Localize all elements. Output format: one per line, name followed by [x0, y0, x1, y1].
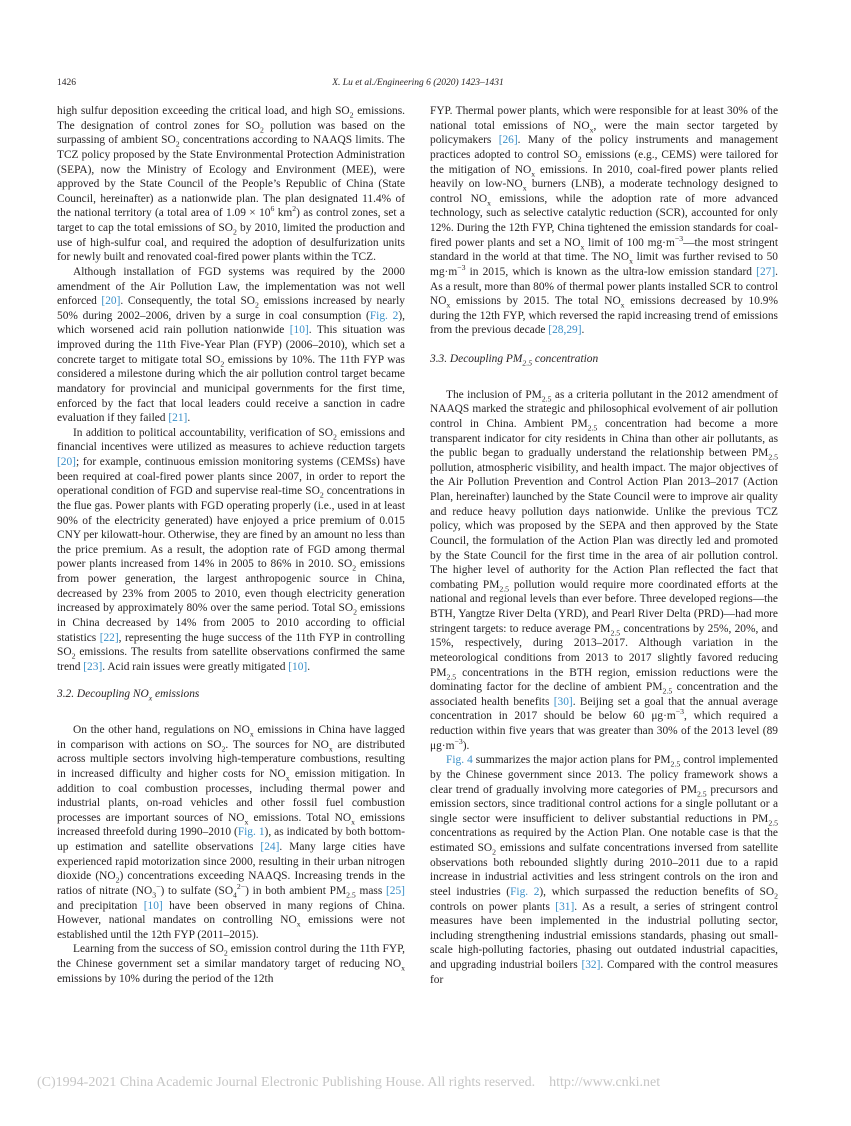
footer-url[interactable]: http://www.cnki.net — [549, 1075, 661, 1090]
citation-link[interactable]: [22] — [99, 631, 119, 644]
figure-link[interactable]: Fig. 4 — [446, 754, 473, 767]
figure-link[interactable]: Fig. 2 — [510, 885, 540, 898]
left-column — [57, 104, 405, 986]
citation-link[interactable]: [28,29] — [548, 324, 582, 337]
paragraph: On the other hand, regulations on $NO_x$ emissions in China have lagged in comparison with actions on $SO_2$. The sources for $NO_x$ are distributed across multiple sectors involving high-temperature combustions, resulting in increased difficulty and higher costs for $NO_x$ emission mitigation. In addition to coal combustion processes, including thermal power and industrial plants, on-road vehicles and other fossil fuel combustion processes are important sources of $NO_x$ emissions. Total $NO_x$ emissions increased threefold during 1990–2010 (Fig. 1), as indicated by both bottom-up estimation and satellite observations [24]. Many large cities have experienced rapid motorization since 2000, resulting in their urban nitrogen dioxide $(NO_2)$ concentrations exceeding NAAQS. Increasing trends in the ratios of nitrate $(NO_3^-)$ to sulfate $(SO_4^{2-})$ in both ambient $PM_{2.5}$ mass [25] and precipitation [10] have been observed in many regions of China. However, national mandates on controlling $NO_x$ emissions were not established until the 12th FYP (2011–2015). — [57, 724, 405, 941]
paragraph: Fig. 4 summarizes the major action plans for $PM_{2.5}$ control implemented by the Chinese government since 2013. The policy framework shows a clear trend of gradually involving more categories of $PM_{2.5}$ precursors and emission sectors, since traditional control actions for a single pollutant or a single sector were insufficient to deliver substantial reductions in $PM_{2.5}$ concentrations as required by the Action Plan. One notable case is that the estimated $SO_2$ emissions and sulfate concentrations inversed from satellite observations both rebounded slightly during 2010–2011 due to a rapid increase in industrial activities and less stringent controls on the iron and steel industries (Fig. 2), which surpassed the reduction benefits of $SO_2$ controls on power plants [31]. As a result, a series of stringent control measures have been implemented in the industrial polluting sector, including strengthening industrial emissions standards, phasing out small-scale high-polluting factories, phasing out outdated industrial capacities, and upgrading industrial boilers [32]. Compared with the control measures for — [430, 754, 779, 986]
citation-link[interactable]: [24] — [260, 841, 280, 853]
page-number: 1426 — [57, 78, 76, 88]
journal-citation: X. Lu et al./Engineering 6 (2020) 1423–1431 — [332, 78, 504, 88]
paragraph: In addition to political accountability, verification of $SO_2$ emissions and financial incentives were utilized as measures to achieve reduction targets [20]; for example, continuous emission monitoring systems (CEMSs) have been required at coal-fired power plants since 2007, in order to report the operational condition of FGD and supervise real-time $SO_2$ concentrations in the flue gas. Power plants with FGD operating properly (i.e., used in at least 90% of the electricity generated) have enjoyed a price premium of 0.015 CNY per kilowatt-hour. Otherwise, they are fined by an amount no less than the price premium. As a result, the adoption rate of FGD among thermal power plants increased from 14% in 2005 to 86% in 2010. $SO_2$ emissions from power generation, the largest anthropogenic source in China, decreased by 23% from 2005 to 2010, even though electricity generation increased by approximately 80% over the same period. Total $SO_2$ emissions in China decreased by 14% from 2005 to 2010 according to official statistics [22], representing the huge success of the 11th FYP in controlling $SO_2$ emissions. The results from satellite observations confirmed the same trend [23]. Acid rain issues were greatly mitigated [10]. — [57, 426, 406, 673]
citation-link[interactable]: [31] — [555, 900, 575, 913]
citation-link[interactable]: [21] — [168, 412, 188, 425]
citation-link[interactable]: [30] — [553, 695, 573, 708]
citation-link[interactable]: [26] — [498, 134, 518, 147]
citation-link[interactable]: [32] — [581, 959, 601, 971]
section-heading-3-2: 3.2. Decoupling $NO_x$ emissions — [57, 688, 200, 703]
copyright-text: (C)1994-2021 China Academic Journal Electronic Publishing House. All rights reserved. — [37, 1075, 536, 1090]
paragraph: The inclusion of $PM_{2.5}$ as a criteria pollutant in the 2012 amendment of NAAQS marked the strategic and philosophical evolvement of air pollution control in China. Ambient $PM_{2.5}$ concentration had become a more transparent indicator for city residents in China than other air pollutants, as the public began to gradually understand the relationship between $PM_{2.5}$ pollution, atmospheric visibility, and health impact. The major objectives of the Air Pollution Prevention and Control Action Plan 2013–2017 (Action Plan, hereinafter) launched by the State Council were to improve air quality and reduce heavy pollution days nationwide. Unlike the previous TCZ policy, which was proposed by the SEPA and then approved by the State Council, the formulation of the Action Plan was directly led and promoted by the State Council for the first time in the area of air pollution control. The higher level of authority for the Action Plan reflected the fact that combating $PM_{2.5}$ pollution would require more coordinated efforts at the national and regional levels than ever before. Three developed regions—the BTH, Yangtze River Delta (YRD), and Pearl River Delta (PRD)—had more stringent targets: to reduce average $PM_{2.5}$ concentrations by 25%, 20%, and 15%, respectively, during 2013–2017. Although variation in the meteorological conditions from 2013 to 2017 slightly favored reducing $PM_{2.5}$ concentrations in the BTH region, emission reductions were the dominating factor for the decline of ambient $PM_{2.5}$ concentration and the associated health benefits [30]. Beijing set a goal that the annual average concentration in 2017 should be below 60 $\mu g\cdot m^{-3}$, which required a reduction within five years that was greater than 30% of the 2013 level (89 $\mu g\cdot m^{-3}$). — [430, 388, 779, 752]
citation-link[interactable]: [10] — [288, 660, 308, 673]
citation-link[interactable]: [25] — [386, 884, 405, 897]
paragraph: Although installation of FGD systems was required by the 2000 amendment of the Air Pollution Law, the implementation was not well enforced [20]. Consequently, the total $SO_2$ emissions increased by nearly 50% during 2002–2006, driven by a surge in coal consumption (Fig. 2), which worsened acid rain pollution nationwide [10]. This situation was improved during the 11th Five-Year Plan (FYP) (2006–2010), which set a concrete target to mitigate total $SO_2$ emissions by 10%. The 11th FYP was considered a milestone during which the air pollution control target became mandatory for provincial and municipal governments for the first time, enforced by the fact that local leaders could receive a sanction in cadre evaluation if they failed [21]. — [57, 265, 406, 425]
paragraph: high sulfur deposition exceeding the critical load, and high $SO_2$ emissions. The designation of control zones for $SO_2$ pollution was based on the surpassing of ambient $SO_2$ concentrations according to NAAQS limits. The TCZ policy proposed by the State Environmental Protection Administration (SEPA), now the Ministry of Ecology and Environment (MEE), were approved by the State Council of the People’s Republic of China (State Council, hereinafter) as a nationwide plan. The plan designated 11.4% of the national territory (a total area of $1.09 \times 10^6$ $km^2$) as control zones, set a target to cap the total emissions of $SO_2$ by 2010, limited the production and use of high-sulfur coal, and required the adoption of desulfurization units for newly built and renovated coal-fired power plants within the TCZ. — [57, 105, 406, 264]
paragraph: FYP. Thermal power plants, which were responsible for at least 30% of the national total emissions of $NO_x$, were the main sector targeted by policymakers [26]. Many of the policy instruments and management practices adopted to control $SO_2$ emissions (e.g., CEMS) were tailored for the mitigation of $NO_x$ emissions. In 2010, coal-fired power plants relied heavily on low-$NO_x$ burners (LNB), a moderate technology designed to control $NO_x$ emissions, while the adoption rate of more advanced technology, such as selective catalytic reduction (SCR), accounted for only 12%. During the 12th FYP, China tightened the emission standards for coal-fired power plants and set a $NO_x$ limit of 100 $mg\cdot m^{-3}—the$ most stringent standard in the world at that time. The $NO_x$ limit was further revised to 50 $mg\cdot m^{-3}$ in 2015, which is known as the ultra-low emission standard [27]. As a result, more than 80% of thermal power plants installed SCR to control $NO_x$ emissions by 2015. The total $NO_x$ emissions decreased by 10.9% during the 12th FYP, which reversed the rapid increasing trend of emissions from the previous decade [28,29]. — [430, 105, 778, 337]
citation-link[interactable]: [27] — [756, 265, 776, 278]
paragraph: Learning from the success of $SO_2$ emission control during the 11th FYP, the Chinese government set a similar mandatory target of reducing $NO_x$ emissions by 10% during the period of the 12th — [57, 943, 405, 985]
right-column — [430, 104, 778, 987]
copyright-footer — [37, 1075, 660, 1091]
citation-link[interactable]: [10] — [143, 899, 163, 912]
citation-link[interactable]: [20] — [57, 456, 76, 468]
figure-link[interactable]: Fig. 1 — [237, 826, 265, 839]
page-header — [57, 78, 779, 92]
citation-link[interactable]: [20] — [101, 295, 121, 308]
figure-link[interactable]: Fig. 2 — [369, 309, 399, 322]
section-heading-3-3: 3.3. Decoupling $PM_{2.5}$ concentration — [430, 353, 599, 368]
citation-link[interactable]: [10] — [289, 324, 309, 337]
citation-link[interactable]: [23] — [83, 660, 103, 673]
